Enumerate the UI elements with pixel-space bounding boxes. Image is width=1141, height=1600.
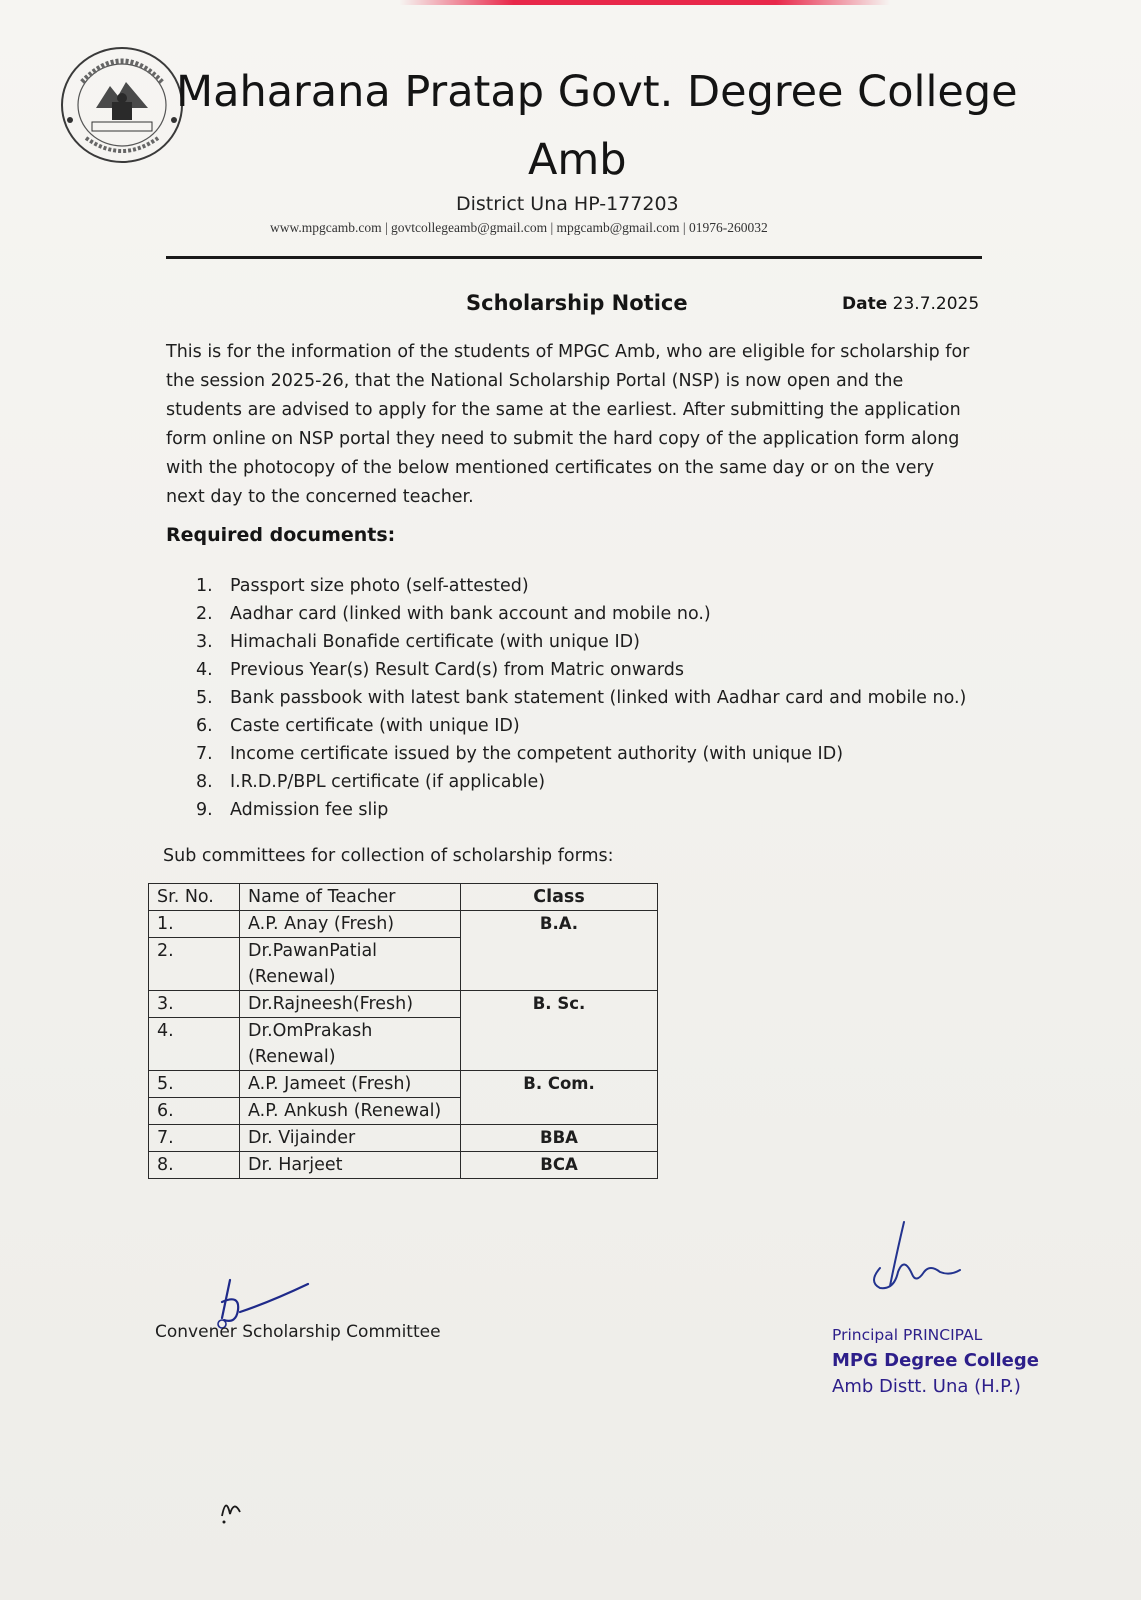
column-header: Sr. No.: [149, 884, 240, 911]
class-cell: [461, 1098, 658, 1125]
teacher-cell: A.P. Ankush (Renewal): [240, 1098, 461, 1125]
item-number: 8.: [196, 772, 213, 792]
item-text: Admission fee slip: [230, 800, 389, 820]
class-cell: BCA: [461, 1152, 658, 1179]
body-line: form online on NSP portal they need to submit the hard copy of the application form along: [166, 429, 960, 449]
item-number: 3.: [196, 632, 213, 652]
notice-body: [166, 338, 986, 512]
item-text: Income certificate issued by the competent authority (with unique ID): [230, 744, 844, 764]
principal-signature-icon: [860, 1216, 970, 1306]
class-cell: BBA: [461, 1125, 658, 1152]
district-line: District Una HP-177203: [456, 193, 679, 215]
list-item: [196, 768, 966, 796]
college-seal-icon: [56, 42, 188, 168]
teacher-cell: A.P. Anay (Fresh): [240, 911, 461, 938]
table-row: [149, 911, 658, 938]
table-row: [149, 1125, 658, 1152]
body-line: This is for the information of the students of MPGC Amb, who are eligible for scholarship for: [166, 342, 970, 362]
item-number: 2.: [196, 604, 213, 624]
stamp-line: Amb Distt. Una (H.P.): [832, 1376, 1021, 1397]
class-cell: B.A.: [461, 911, 658, 938]
subcommittee-table: [148, 883, 658, 1179]
item-text: Caste certificate (with unique ID): [230, 716, 520, 736]
teacher-cell: Dr.Rajneesh(Fresh): [240, 991, 461, 1018]
sr-cell: 4.: [149, 1018, 240, 1071]
item-number: 5.: [196, 688, 213, 708]
table-row: [149, 1152, 658, 1179]
list-item: [196, 656, 966, 684]
item-text: Passport size photo (self-attested): [230, 576, 529, 596]
class-cell: [461, 938, 658, 991]
list-item: [196, 572, 966, 600]
list-item: [196, 600, 966, 628]
item-text: Himachali Bonafide certificate (with unique ID): [230, 632, 640, 652]
item-text: Previous Year(s) Result Card(s) from Matric onwards: [230, 660, 684, 680]
date-value: 23.7.2025: [892, 294, 980, 314]
list-item: [196, 684, 966, 712]
stamp-line: MPG Degree College: [832, 1350, 1039, 1371]
sr-cell: 2.: [149, 938, 240, 991]
column-header: Name of Teacher: [240, 884, 461, 911]
initials-mark-icon: [216, 1492, 246, 1526]
sr-cell: 8.: [149, 1152, 240, 1179]
item-number: 6.: [196, 716, 213, 736]
item-number: 7.: [196, 744, 213, 764]
top-edge-stripe: [0, 0, 1141, 5]
class-cell: B. Com.: [461, 1071, 658, 1098]
sr-cell: 1.: [149, 911, 240, 938]
list-item: [196, 712, 966, 740]
notice-title: Scholarship Notice: [466, 291, 688, 315]
item-number: 1.: [196, 576, 213, 596]
sr-cell: 5.: [149, 1071, 240, 1098]
college-place: Amb: [528, 135, 627, 185]
item-text: Bank passbook with latest bank statement (linked with Aadhar card and mobile no.): [230, 688, 967, 708]
teacher-cell: Dr. Harjeet: [240, 1152, 461, 1179]
subcommittee-heading: Sub committees for collection of scholarship forms:: [163, 846, 614, 866]
table-row: [149, 1098, 658, 1125]
teacher-cell: A.P. Jameet (Fresh): [240, 1071, 461, 1098]
convener-label: Convener Scholarship Committee: [155, 1322, 441, 1342]
body-line: students are advised to apply for the same at the earliest. After submitting the application: [166, 400, 961, 420]
table-row: [149, 938, 658, 991]
list-item: [196, 740, 966, 768]
item-number: 9.: [196, 800, 213, 820]
table-row: [149, 991, 658, 1018]
college-name: Maharana Pratap Govt. Degree College: [176, 67, 1018, 117]
stamp-line: Principal PRINCIPAL: [832, 1326, 983, 1344]
header-divider: [166, 256, 982, 259]
teacher-cell: Dr.OmPrakash (Renewal): [240, 1018, 461, 1071]
sr-cell: 3.: [149, 991, 240, 1018]
required-documents-heading: Required documents:: [166, 524, 396, 546]
teacher-cell: Dr.PawanPatial (Renewal): [240, 938, 461, 991]
table-row: [149, 1071, 658, 1098]
teacher-cell: Dr. Vijainder: [240, 1125, 461, 1152]
list-item: [196, 628, 966, 656]
sr-cell: 7.: [149, 1125, 240, 1152]
item-number: 4.: [196, 660, 213, 680]
list-item: [196, 796, 966, 824]
body-line: the session 2025-26, that the National Scholarship Portal (NSP) is now open and the: [166, 371, 904, 391]
principal-stamp: [832, 1322, 1039, 1400]
body-line: next day to the concerned teacher.: [166, 487, 474, 507]
item-text: I.R.D.P/BPL certificate (if applicable): [230, 772, 546, 792]
class-cell: B. Sc.: [461, 991, 658, 1018]
date-label: Date: [842, 294, 888, 314]
class-cell: [461, 1018, 658, 1071]
body-line: with the photocopy of the below mentioned certificates on the same day or on the very: [166, 458, 935, 478]
required-documents-list: [196, 572, 966, 824]
sr-cell: 6.: [149, 1098, 240, 1125]
contact-line: www.mpgcamb.com | govtcollegeamb@gmail.com | mpgcamb@gmail.com | 01976-260032: [270, 220, 768, 235]
item-text: Aadhar card (linked with bank account and mobile no.): [230, 604, 711, 624]
table-header-row: [149, 884, 658, 911]
column-header: Class: [461, 884, 658, 911]
notice-date: [842, 294, 979, 314]
table-row: [149, 1018, 658, 1071]
